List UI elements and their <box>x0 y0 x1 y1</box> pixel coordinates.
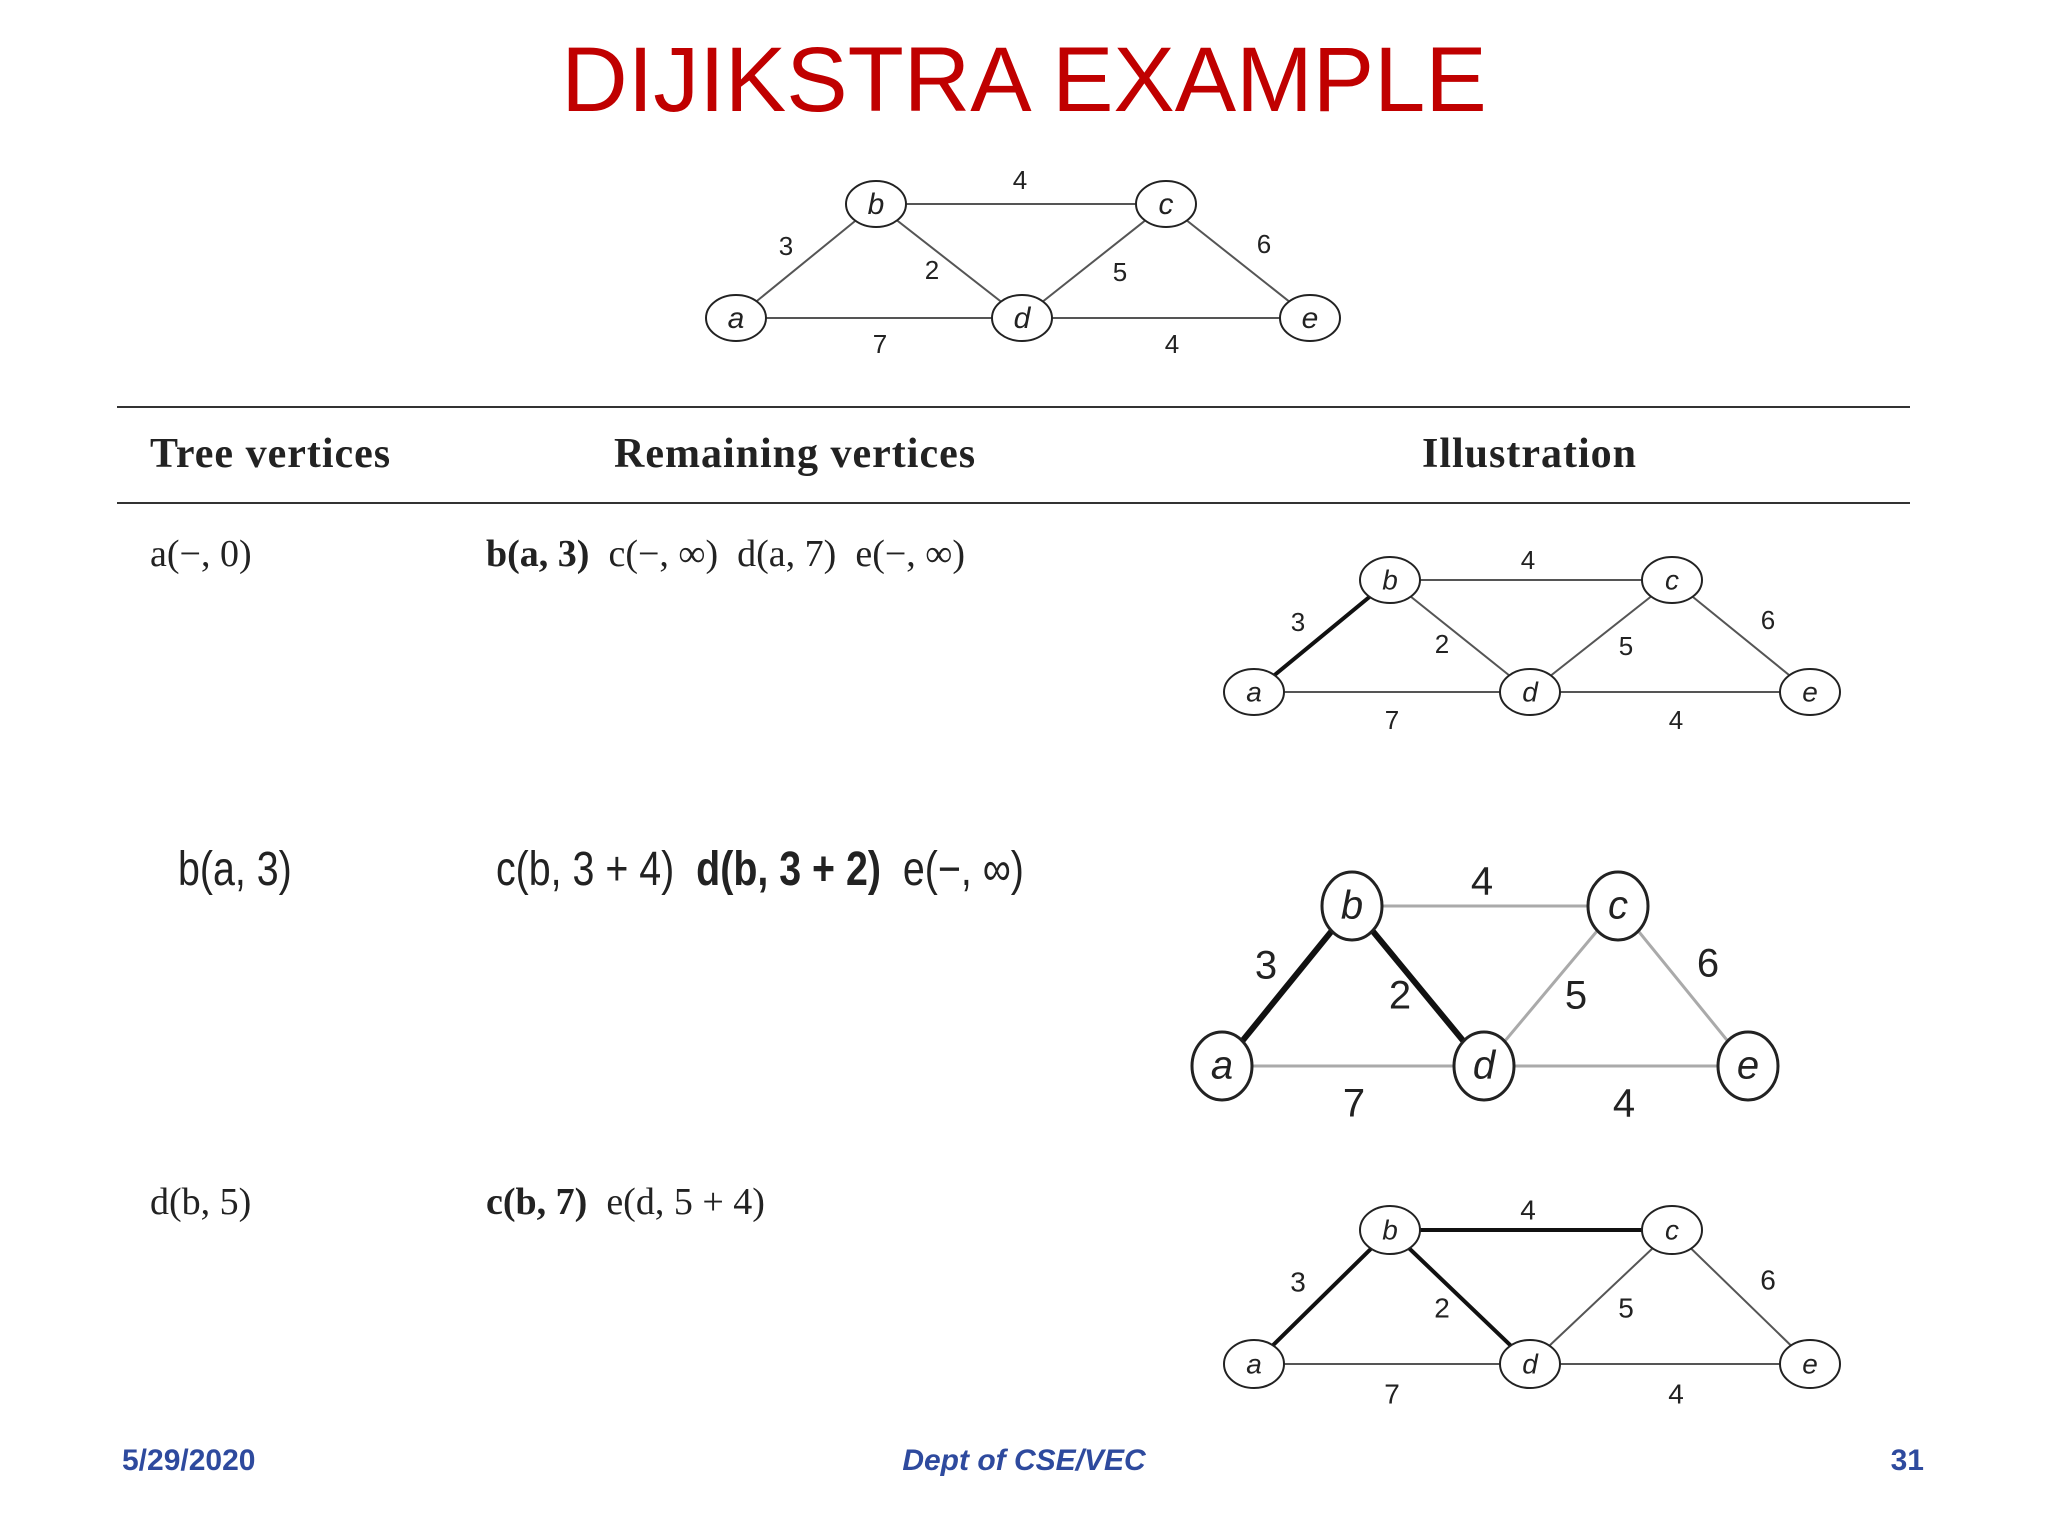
node-label-d: d <box>1013 301 1031 335</box>
node-label-e: e <box>1802 1348 1818 1380</box>
edge-c-e <box>1672 1230 1810 1364</box>
edge-weight-b-c: 4 <box>1470 859 1494 904</box>
edge-weight-b-d: 2 <box>1434 1292 1450 1324</box>
row3-tree-vertex: d(b, 5) <box>150 1181 252 1223</box>
edge-weight-a-d: 7 <box>1384 704 1400 735</box>
edge-weight-c-d: 5 <box>1564 973 1588 1018</box>
node-label-a: a <box>1246 1348 1262 1380</box>
edge-weight-b-c: 4 <box>1012 164 1028 195</box>
row1-tree-vertex: a(−, 0) <box>150 533 252 575</box>
edge-weight-c-e: 6 <box>1760 604 1776 635</box>
footer-date: 5/29/2020 <box>122 1444 256 1477</box>
node-label-c: c <box>1158 187 1174 221</box>
edge-b-d <box>876 204 1022 318</box>
row2-selected-vertex: d(b, 3 + 2) <box>696 843 881 896</box>
row3-selected-vertex: c(b, 7) <box>486 1181 588 1223</box>
node-label-e: e <box>1301 301 1319 335</box>
edge-weight-d-e: 4 <box>1612 1081 1636 1126</box>
graph-illustration-row1 <box>1210 544 1870 735</box>
row3-remaining-rest: e(d, 5 + 4) <box>606 1181 765 1223</box>
graph-illustration-row3 <box>1210 1194 1870 1410</box>
edge-weight-b-c: 4 <box>1520 1194 1536 1226</box>
edge-weight-a-d: 7 <box>1384 1378 1400 1410</box>
row3-remaining-vertices <box>486 1180 765 1224</box>
row1-remaining-rest: c(−, ∞) d(a, 7) e(−, ∞) <box>608 533 966 575</box>
edge-weight-c-e: 6 <box>1696 941 1720 986</box>
header-illustration: Illustration <box>1422 431 1638 477</box>
node-label-b: b <box>1382 1214 1398 1246</box>
row1-selected-vertex: b(a, 3) <box>486 533 590 575</box>
edge-weight-a-b: 3 <box>1290 606 1306 637</box>
node-label-a: a <box>727 301 745 335</box>
edge-weight-c-d: 5 <box>1618 630 1634 661</box>
edge-weight-b-d: 2 <box>1434 628 1450 659</box>
edge-weight-a-d: 7 <box>1342 1081 1366 1126</box>
edge-b-d <box>1390 1230 1530 1364</box>
table-top-rule <box>117 406 1910 408</box>
edge-weight-c-e: 6 <box>1256 228 1272 259</box>
row2-remaining-rest: e(−, ∞) <box>902 843 1024 896</box>
node-label-d: d <box>1522 1348 1538 1380</box>
footer-department: Dept of CSE/VEC <box>902 1444 1146 1477</box>
row2-remaining-pre: c(b, 3 + 4) <box>496 843 675 896</box>
edge-weight-d-e: 4 <box>1668 704 1684 735</box>
table-header-rule <box>117 502 1910 504</box>
node-label-a: a <box>1210 1043 1234 1088</box>
node-label-e: e <box>1736 1043 1760 1088</box>
graph-diagram-main <box>690 160 1370 360</box>
node-label-c: c <box>1665 1214 1679 1246</box>
row2-remaining-vertices <box>496 842 1024 897</box>
slide-title: DIJIKSTRA EXAMPLE <box>561 29 1487 131</box>
header-remaining-vertices: Remaining vertices <box>614 431 977 477</box>
node-label-c: c <box>1665 564 1679 596</box>
node-label-e: e <box>1802 676 1818 708</box>
edge-weight-a-b: 3 <box>1290 1266 1306 1298</box>
edge-weight-a-b: 3 <box>778 230 794 261</box>
edge-weight-b-c: 4 <box>1520 544 1536 575</box>
node-label-d: d <box>1522 676 1538 708</box>
edge-weight-a-d: 7 <box>872 328 888 359</box>
page-number: 31 <box>1890 1444 1924 1477</box>
edge-weight-a-b: 3 <box>1254 943 1278 988</box>
header-tree-vertices: Tree vertices <box>150 431 392 477</box>
edge-weight-c-d: 5 <box>1112 256 1128 287</box>
edge-weight-c-d: 5 <box>1618 1292 1634 1324</box>
edge-weight-b-d: 2 <box>924 254 940 285</box>
graph-illustration-row2 <box>1180 859 1800 1126</box>
edge-weight-d-e: 4 <box>1164 328 1180 359</box>
node-label-b: b <box>1382 564 1398 596</box>
edge-a-b <box>1254 1230 1390 1364</box>
edge-weight-b-d: 2 <box>1388 973 1412 1018</box>
edge-weight-d-e: 4 <box>1668 1378 1684 1410</box>
node-label-c: c <box>1608 883 1628 928</box>
node-label-d: d <box>1472 1043 1496 1088</box>
row2-tree-vertex: b(a, 3) <box>178 843 292 896</box>
edge-weight-c-e: 6 <box>1760 1264 1776 1296</box>
edge-c-d <box>1530 1230 1672 1364</box>
node-label-b: b <box>1340 883 1364 928</box>
node-label-a: a <box>1246 676 1262 708</box>
row1-remaining-vertices <box>486 532 965 576</box>
node-label-b: b <box>867 187 885 221</box>
